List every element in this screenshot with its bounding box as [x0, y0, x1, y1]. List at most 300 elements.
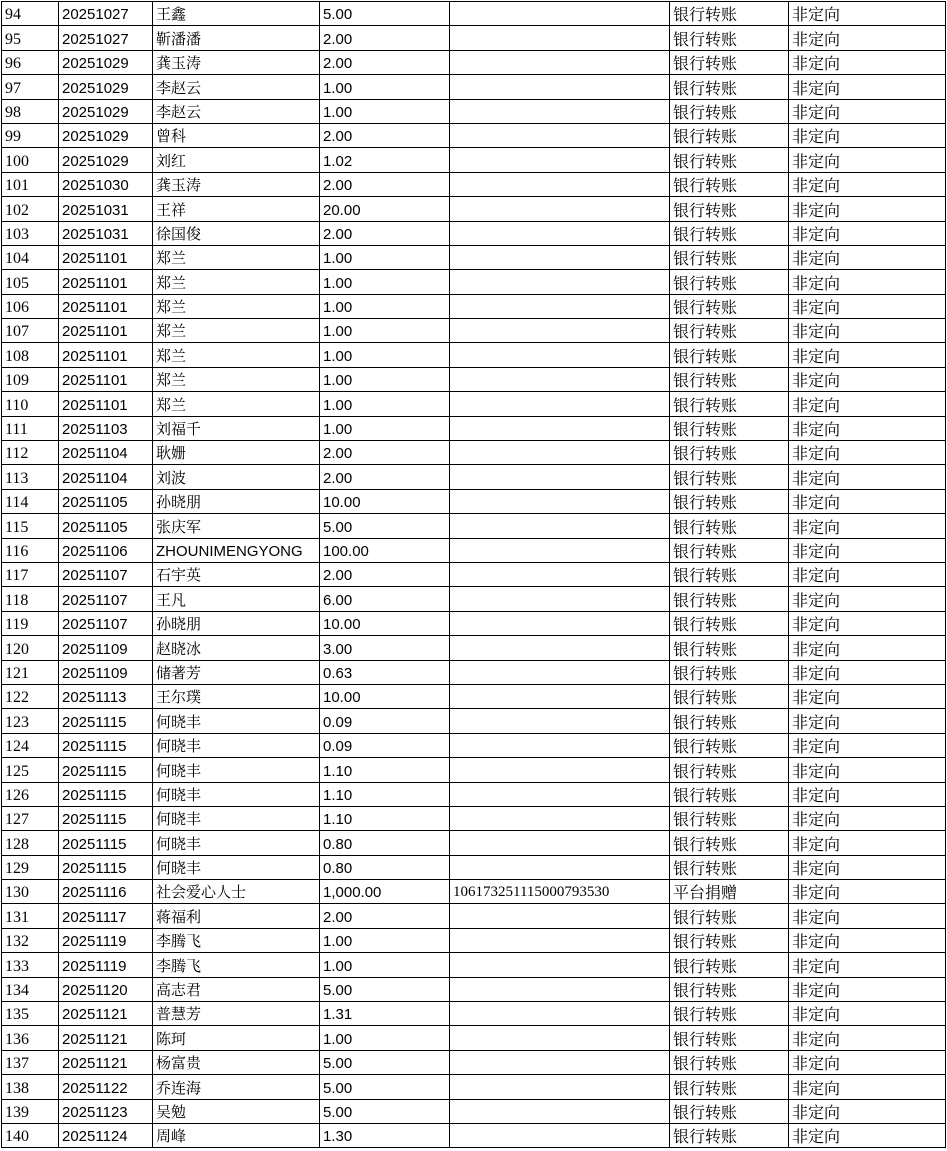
reference-number-cell: [450, 392, 670, 416]
row-number-cell: 137: [2, 1050, 59, 1074]
donor-name-cell: 何晓丰: [153, 709, 320, 733]
date-cell: 20251031: [59, 197, 153, 221]
donor-name-cell: 杨富贵: [153, 1050, 320, 1074]
donor-name-cell: 储著芳: [153, 660, 320, 684]
row-number-cell: 118: [2, 587, 59, 611]
amount-cell: 5.00: [320, 977, 450, 1001]
donation-direction-cell: 非定向: [789, 489, 946, 513]
donation-direction-cell: 非定向: [789, 465, 946, 489]
table-row: [2, 904, 946, 928]
table-row: [2, 733, 946, 757]
reference-number-cell: [450, 294, 670, 318]
donor-name-cell: 何晓丰: [153, 831, 320, 855]
donor-name-cell: 龚玉涛: [153, 172, 320, 196]
row-number-cell: 140: [2, 1123, 59, 1147]
reference-number-cell: [450, 806, 670, 830]
row-number-cell: 129: [2, 855, 59, 879]
row-number-cell: 105: [2, 270, 59, 294]
donation-direction-cell: 非定向: [789, 855, 946, 879]
payment-method-cell: 银行转账: [670, 953, 789, 977]
payment-method-cell: 银行转账: [670, 148, 789, 172]
donor-name-cell: 靳潘潘: [153, 26, 320, 50]
donor-name-cell: 李赵云: [153, 75, 320, 99]
row-number-cell: 130: [2, 880, 59, 904]
row-number-cell: 109: [2, 367, 59, 391]
payment-method-cell: 银行转账: [670, 75, 789, 99]
donor-name-cell: 刘红: [153, 148, 320, 172]
donor-name-cell: 郑兰: [153, 343, 320, 367]
amount-cell: 1.00: [320, 245, 450, 269]
row-number-cell: 107: [2, 319, 59, 343]
payment-method-cell: 银行转账: [670, 1123, 789, 1147]
donation-direction-cell: 非定向: [789, 928, 946, 952]
amount-cell: 5.00: [320, 1099, 450, 1123]
reference-number-cell: [450, 855, 670, 879]
payment-method-cell: 银行转账: [670, 562, 789, 586]
reference-number-cell: [450, 270, 670, 294]
donation-direction-cell: 非定向: [789, 221, 946, 245]
amount-cell: 1.31: [320, 1002, 450, 1026]
payment-method-cell: 银行转账: [670, 416, 789, 440]
date-cell: 20251105: [59, 514, 153, 538]
date-cell: 20251119: [59, 953, 153, 977]
table-row: [2, 489, 946, 513]
donation-direction-cell: 非定向: [789, 392, 946, 416]
table-row: [2, 1002, 946, 1026]
payment-method-cell: 银行转账: [670, 660, 789, 684]
date-cell: 20251104: [59, 441, 153, 465]
row-number-cell: 103: [2, 221, 59, 245]
donation-direction-cell: 非定向: [789, 806, 946, 830]
date-cell: 20251121: [59, 1050, 153, 1074]
payment-method-cell: 银行转账: [670, 294, 789, 318]
date-cell: 20251101: [59, 294, 153, 318]
donor-name-cell: 周峰: [153, 1123, 320, 1147]
date-cell: 20251027: [59, 26, 153, 50]
row-number-cell: 101: [2, 172, 59, 196]
date-cell: 20251122: [59, 1075, 153, 1099]
amount-cell: 10.00: [320, 611, 450, 635]
payment-method-cell: 银行转账: [670, 1026, 789, 1050]
donation-direction-cell: 非定向: [789, 2, 946, 26]
date-cell: 20251029: [59, 50, 153, 74]
donation-direction-cell: 非定向: [789, 562, 946, 586]
reference-number-cell: [450, 172, 670, 196]
amount-cell: 1.00: [320, 953, 450, 977]
donation-direction-cell: 非定向: [789, 831, 946, 855]
donation-direction-cell: 非定向: [789, 50, 946, 74]
payment-method-cell: 银行转账: [670, 684, 789, 708]
row-number-cell: 97: [2, 75, 59, 99]
amount-cell: 2.00: [320, 441, 450, 465]
payment-method-cell: 银行转账: [670, 709, 789, 733]
donor-name-cell: 李赵云: [153, 99, 320, 123]
payment-method-cell: 银行转账: [670, 758, 789, 782]
row-number-cell: 131: [2, 904, 59, 928]
amount-cell: 2.00: [320, 904, 450, 928]
table-row: [2, 416, 946, 440]
table-row: [2, 392, 946, 416]
table-row: [2, 1050, 946, 1074]
donor-name-cell: 刘福千: [153, 416, 320, 440]
donation-direction-cell: 非定向: [789, 75, 946, 99]
table-row: [2, 148, 946, 172]
donor-name-cell: 陈珂: [153, 1026, 320, 1050]
date-cell: 20251101: [59, 343, 153, 367]
donation-direction-cell: 非定向: [789, 1099, 946, 1123]
donation-direction-cell: 非定向: [789, 538, 946, 562]
amount-cell: 0.09: [320, 709, 450, 733]
table-row: [2, 782, 946, 806]
date-cell: 20251119: [59, 928, 153, 952]
table-row: [2, 587, 946, 611]
row-number-cell: 111: [2, 416, 59, 440]
payment-method-cell: 平台捐赠: [670, 880, 789, 904]
table-row: [2, 26, 946, 50]
payment-method-cell: 银行转账: [670, 782, 789, 806]
table-row: [2, 1099, 946, 1123]
payment-method-cell: 银行转账: [670, 611, 789, 635]
amount-cell: 2.00: [320, 50, 450, 74]
row-number-cell: 99: [2, 123, 59, 147]
amount-cell: 5.00: [320, 1050, 450, 1074]
payment-method-cell: 银行转账: [670, 319, 789, 343]
table-row: [2, 831, 946, 855]
amount-cell: 2.00: [320, 26, 450, 50]
date-cell: 20251115: [59, 806, 153, 830]
donation-direction-cell: 非定向: [789, 880, 946, 904]
row-number-cell: 95: [2, 26, 59, 50]
date-cell: 20251104: [59, 465, 153, 489]
donation-direction-cell: 非定向: [789, 26, 946, 50]
payment-method-cell: 银行转账: [670, 1075, 789, 1099]
date-cell: 20251113: [59, 684, 153, 708]
amount-cell: 1.02: [320, 148, 450, 172]
donation-direction-cell: 非定向: [789, 684, 946, 708]
amount-cell: 10.00: [320, 489, 450, 513]
row-number-cell: 136: [2, 1026, 59, 1050]
donor-name-cell: 郑兰: [153, 367, 320, 391]
table-row: [2, 221, 946, 245]
amount-cell: 1.30: [320, 1123, 450, 1147]
reference-number-cell: [450, 1075, 670, 1099]
donation-direction-cell: 非定向: [789, 1123, 946, 1147]
date-cell: 20251101: [59, 367, 153, 391]
date-cell: 20251115: [59, 855, 153, 879]
row-number-cell: 126: [2, 782, 59, 806]
reference-number-cell: [450, 75, 670, 99]
donor-name-cell: 蒋福利: [153, 904, 320, 928]
reference-number-cell: [450, 123, 670, 147]
reference-number-cell: [450, 1099, 670, 1123]
amount-cell: 2.00: [320, 123, 450, 147]
reference-number-cell: [450, 587, 670, 611]
payment-method-cell: 银行转账: [670, 50, 789, 74]
payment-method-cell: 银行转账: [670, 977, 789, 1001]
reference-number-cell: [450, 99, 670, 123]
row-number-cell: 123: [2, 709, 59, 733]
payment-method-cell: 银行转账: [670, 928, 789, 952]
donation-direction-cell: 非定向: [789, 709, 946, 733]
row-number-cell: 134: [2, 977, 59, 1001]
donor-name-cell: 郑兰: [153, 392, 320, 416]
reference-number-cell: [450, 660, 670, 684]
reference-number-cell: [450, 709, 670, 733]
donor-name-cell: 何晓丰: [153, 782, 320, 806]
donor-name-cell: 王凡: [153, 587, 320, 611]
donor-name-cell: 孙晓朋: [153, 489, 320, 513]
table-row: [2, 270, 946, 294]
amount-cell: 1.10: [320, 806, 450, 830]
payment-method-cell: 银行转账: [670, 831, 789, 855]
table-row: [2, 50, 946, 74]
table-row: [2, 319, 946, 343]
amount-cell: 100.00: [320, 538, 450, 562]
table-row: [2, 197, 946, 221]
payment-method-cell: 银行转账: [670, 172, 789, 196]
reference-number-cell: [450, 758, 670, 782]
row-number-cell: 104: [2, 245, 59, 269]
row-number-cell: 139: [2, 1099, 59, 1123]
donation-direction-cell: 非定向: [789, 904, 946, 928]
donation-ledger-table: [1, 1, 946, 1148]
reference-number-cell: [450, 611, 670, 635]
donation-direction-cell: 非定向: [789, 977, 946, 1001]
row-number-cell: 128: [2, 831, 59, 855]
donor-name-cell: 龚玉涛: [153, 50, 320, 74]
table-row: [2, 611, 946, 635]
donor-name-cell: 郑兰: [153, 245, 320, 269]
payment-method-cell: 银行转账: [670, 733, 789, 757]
payment-method-cell: 银行转账: [670, 1050, 789, 1074]
date-cell: 20251115: [59, 733, 153, 757]
reference-number-cell: [450, 489, 670, 513]
reference-number-cell: [450, 343, 670, 367]
payment-method-cell: 银行转账: [670, 904, 789, 928]
reference-number-cell: [450, 782, 670, 806]
reference-number-cell: [450, 197, 670, 221]
row-number-cell: 138: [2, 1075, 59, 1099]
donor-name-cell: 何晓丰: [153, 855, 320, 879]
reference-number-cell: [450, 514, 670, 538]
row-number-cell: 121: [2, 660, 59, 684]
payment-method-cell: 银行转账: [670, 806, 789, 830]
amount-cell: 0.80: [320, 855, 450, 879]
donation-direction-cell: 非定向: [789, 343, 946, 367]
amount-cell: 1.00: [320, 270, 450, 294]
payment-method-cell: 银行转账: [670, 245, 789, 269]
donor-name-cell: 何晓丰: [153, 758, 320, 782]
date-cell: 20251027: [59, 2, 153, 26]
reference-number-cell: [450, 538, 670, 562]
amount-cell: 5.00: [320, 514, 450, 538]
date-cell: 20251029: [59, 75, 153, 99]
donor-name-cell: 普慧芳: [153, 1002, 320, 1026]
donation-direction-cell: 非定向: [789, 587, 946, 611]
table-row: [2, 1026, 946, 1050]
row-number-cell: 108: [2, 343, 59, 367]
table-row: [2, 684, 946, 708]
date-cell: 20251107: [59, 562, 153, 586]
amount-cell: 2.00: [320, 221, 450, 245]
reference-number-cell: [450, 367, 670, 391]
amount-cell: 5.00: [320, 2, 450, 26]
payment-method-cell: 银行转账: [670, 367, 789, 391]
donor-name-cell: ZHOUNIMENGYONG: [153, 538, 320, 562]
row-number-cell: 116: [2, 538, 59, 562]
date-cell: 20251117: [59, 904, 153, 928]
donor-name-cell: 郑兰: [153, 270, 320, 294]
amount-cell: 1.00: [320, 367, 450, 391]
reference-number-cell: [450, 148, 670, 172]
table-row: [2, 758, 946, 782]
payment-method-cell: 银行转账: [670, 392, 789, 416]
reference-number-cell: [450, 416, 670, 440]
amount-cell: 5.00: [320, 1075, 450, 1099]
date-cell: 20251105: [59, 489, 153, 513]
donation-direction-cell: 非定向: [789, 1050, 946, 1074]
reference-number-cell: [450, 977, 670, 1001]
row-number-cell: 113: [2, 465, 59, 489]
donation-direction-cell: 非定向: [789, 782, 946, 806]
row-number-cell: 122: [2, 684, 59, 708]
reference-number-cell: [450, 904, 670, 928]
amount-cell: 1.00: [320, 75, 450, 99]
date-cell: 20251101: [59, 392, 153, 416]
donation-direction-cell: 非定向: [789, 953, 946, 977]
payment-method-cell: 银行转账: [670, 538, 789, 562]
row-number-cell: 94: [2, 2, 59, 26]
donor-name-cell: 耿姗: [153, 441, 320, 465]
reference-number-cell: [450, 953, 670, 977]
date-cell: 20251030: [59, 172, 153, 196]
donation-direction-cell: 非定向: [789, 245, 946, 269]
date-cell: 20251116: [59, 880, 153, 904]
donation-direction-cell: 非定向: [789, 1002, 946, 1026]
reference-number-cell: [450, 319, 670, 343]
reference-number-cell: [450, 465, 670, 489]
date-cell: 20251107: [59, 587, 153, 611]
reference-number-cell: [450, 928, 670, 952]
table-row: [2, 660, 946, 684]
donor-name-cell: 社会爱心人士: [153, 880, 320, 904]
reference-number-cell: [450, 1002, 670, 1026]
payment-method-cell: 银行转账: [670, 2, 789, 26]
date-cell: 20251109: [59, 660, 153, 684]
amount-cell: 2.00: [320, 465, 450, 489]
row-number-cell: 114: [2, 489, 59, 513]
ledger-body: [2, 2, 946, 1148]
table-row: [2, 367, 946, 391]
table-row: [2, 123, 946, 147]
table-row: [2, 245, 946, 269]
reference-number-cell: 106173251115000793530: [450, 880, 670, 904]
reference-number-cell: [450, 1050, 670, 1074]
amount-cell: 6.00: [320, 587, 450, 611]
table-row: [2, 953, 946, 977]
table-row: [2, 636, 946, 660]
reference-number-cell: [450, 562, 670, 586]
table-row: [2, 2, 946, 26]
amount-cell: 2.00: [320, 562, 450, 586]
payment-method-cell: 银行转账: [670, 855, 789, 879]
reference-number-cell: [450, 684, 670, 708]
table-row: [2, 343, 946, 367]
donor-name-cell: 孙晓朋: [153, 611, 320, 635]
donor-name-cell: 王祥: [153, 197, 320, 221]
table-row: [2, 99, 946, 123]
amount-cell: 1.00: [320, 294, 450, 318]
amount-cell: 1.00: [320, 1026, 450, 1050]
amount-cell: 1.00: [320, 416, 450, 440]
row-number-cell: 96: [2, 50, 59, 74]
amount-cell: 0.63: [320, 660, 450, 684]
table-row: [2, 709, 946, 733]
donation-direction-cell: 非定向: [789, 733, 946, 757]
row-number-cell: 120: [2, 636, 59, 660]
row-number-cell: 110: [2, 392, 59, 416]
row-number-cell: 112: [2, 441, 59, 465]
table-row: [2, 441, 946, 465]
table-row: [2, 465, 946, 489]
table-row: [2, 1123, 946, 1147]
date-cell: 20251029: [59, 148, 153, 172]
table-row: [2, 75, 946, 99]
row-number-cell: 117: [2, 562, 59, 586]
date-cell: 20251103: [59, 416, 153, 440]
table-row: [2, 928, 946, 952]
payment-method-cell: 银行转账: [670, 123, 789, 147]
row-number-cell: 119: [2, 611, 59, 635]
date-cell: 20251101: [59, 319, 153, 343]
payment-method-cell: 银行转账: [670, 587, 789, 611]
reference-number-cell: [450, 733, 670, 757]
row-number-cell: 100: [2, 148, 59, 172]
date-cell: 20251029: [59, 99, 153, 123]
amount-cell: 1.10: [320, 758, 450, 782]
reference-number-cell: [450, 26, 670, 50]
amount-cell: 1,000.00: [320, 880, 450, 904]
donor-name-cell: 徐国俊: [153, 221, 320, 245]
donor-name-cell: 刘波: [153, 465, 320, 489]
payment-method-cell: 银行转账: [670, 636, 789, 660]
date-cell: 20251121: [59, 1026, 153, 1050]
donation-direction-cell: 非定向: [789, 1075, 946, 1099]
table-row: [2, 1075, 946, 1099]
payment-method-cell: 银行转账: [670, 1099, 789, 1123]
payment-method-cell: 银行转账: [670, 343, 789, 367]
date-cell: 20251120: [59, 977, 153, 1001]
payment-method-cell: 银行转账: [670, 465, 789, 489]
reference-number-cell: [450, 636, 670, 660]
date-cell: 20251115: [59, 709, 153, 733]
date-cell: 20251124: [59, 1123, 153, 1147]
reference-number-cell: [450, 1026, 670, 1050]
amount-cell: 0.80: [320, 831, 450, 855]
row-number-cell: 132: [2, 928, 59, 952]
donation-direction-cell: 非定向: [789, 172, 946, 196]
payment-method-cell: 银行转账: [670, 441, 789, 465]
amount-cell: 0.09: [320, 733, 450, 757]
donor-name-cell: 李腾飞: [153, 953, 320, 977]
payment-method-cell: 银行转账: [670, 26, 789, 50]
amount-cell: 20.00: [320, 197, 450, 221]
amount-cell: 1.00: [320, 392, 450, 416]
payment-method-cell: 银行转账: [670, 99, 789, 123]
donation-direction-cell: 非定向: [789, 270, 946, 294]
payment-method-cell: 银行转账: [670, 1002, 789, 1026]
payment-method-cell: 银行转账: [670, 514, 789, 538]
